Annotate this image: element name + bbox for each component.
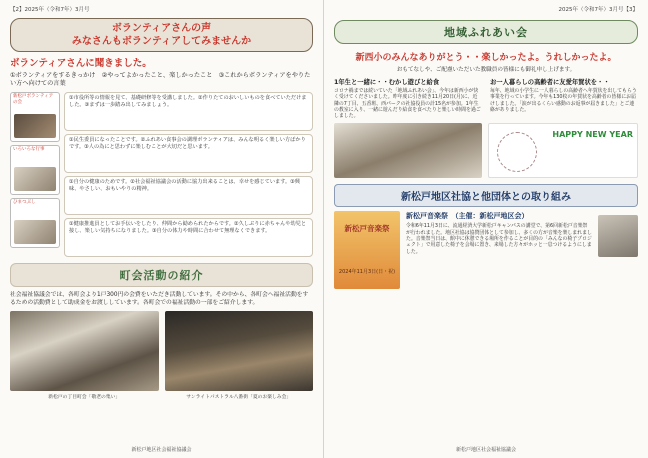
column-text: 毎年、地域の小学生に一人暮らしの高齢者へ年賀状を出してもらう事業を行っています。今年も130枚の年賀状を高齢者の皆様にお届けしました。「涙が出るくらい感動のお返事が届きました」とご連絡がありました。 [490, 88, 637, 113]
answer-box [64, 134, 313, 173]
thanks-heading: 新西小のみんなありがとう・・楽しかったよ。うれしかったよ。 [355, 53, 617, 63]
qa-area [10, 92, 313, 257]
festival-text [406, 211, 592, 289]
answer-text: ①市役所等の情報を見て、基礎研修等を受講しました。②作りたてのおいしいものを食べていただけました。③まずは一歩踏み出してみましょう。 [69, 95, 307, 108]
page-footer: 新松戸地区社会福祉協議会 [131, 447, 192, 453]
photo-row [10, 311, 313, 391]
photo-captions [10, 393, 313, 400]
page-header: 2025年（令和7年）3月号【3】 [558, 7, 638, 13]
thumb-card [10, 198, 60, 248]
image-row [334, 123, 638, 178]
festival-body: 令和6年11月3日に、流通経済大学新松戸キャンパスの講堂で、第6回新松戸音楽祭が行われました。地区社協は協賛団体として参加し、多くの方が音楽を楽しまれました。音楽祭当日は、館中に休憩できる場所を作ることが目的の「みんなの椅子プロジェクト」で用意した椅子を会場に置き、来場した方々がホッと一息つけるようにしました。 [406, 223, 592, 255]
drawing-icon [497, 132, 537, 172]
thanks-subtitle: おもてなしや、ご配慮いただいた教職員の皆様にも御礼申し上げます。 [396, 67, 576, 73]
photo-caption: サンライトパストラル八番街「夏のお楽しみ会」 [186, 395, 292, 400]
page-footer: 新松戸地区社会福祉協議会 [455, 447, 516, 453]
thumb-photo [14, 220, 56, 244]
banner-line2: みなさんもボランティアしてみませんか [71, 36, 252, 47]
answer-text: ①健康推進員としてお手伝いをしたり、仲間から勧められたからです。②久しぶりに赤ちゃんや幼児と接し、楽しい気持ちになりました。③自分の体力や時間に合わせて無理なくできます。 [69, 221, 307, 234]
poster-title: 新松戸音楽祭 [344, 224, 390, 234]
town-activities-title: 町会活動の紹介 [119, 269, 204, 282]
column-text: コロナ禍までは続いていた「地域ふれあい会」、今年は新西小が快く受けてくださいました。昨年度に引き続き11月20日(月)に、近隣の7丁目、五香班、西パークの社協役員の計15名が参加。1年生の教室に入り、一緒に遊んだり給食を食べたりと楽しい時間を過ごしました。 [334, 88, 481, 120]
thumb-label: いろいろな行事 [13, 147, 45, 152]
music-festival-row [334, 211, 638, 289]
two-columns [334, 77, 638, 119]
thumb-column [10, 92, 60, 257]
column-title: 1年生と一緒に・・むかし遊びと給食 [334, 79, 440, 86]
event-photo [10, 311, 159, 391]
thumb-label: 新松戸ボランティアの会 [13, 94, 54, 105]
community-banner-title: 地域ふれあい会 [444, 26, 528, 39]
photo-caption: 新松戸の丁目町会「敬老の集い」 [48, 395, 121, 400]
thumb-photo [14, 167, 56, 191]
answer-column [64, 92, 313, 257]
right-page [324, 0, 648, 458]
event-photo [165, 311, 314, 391]
town-activities-body: 社会福祉協議会では、各町会より1戸300円の会費をいただき活動しています。その中から、各町会へ福祉活動をするための活動費として助成金をお渡ししています。各町会での福祉活動の一部をご紹介します。 [10, 292, 309, 306]
answer-text: ①民生委員になったことです。②ふれあい食事会の調理ボランティアは、みんな明るく楽しい方ばかりです。③人の為にと思わずに楽しむことが大切だと思います。 [69, 137, 306, 150]
banner-line1: ボランティアさんの声 [111, 23, 212, 34]
column-title: お一人暮らしの高齢者に友愛年賀状を・・ [490, 79, 610, 86]
card-greeting: HAPPY NEW YEAR [552, 130, 633, 140]
section-subtitle: ①ボランティアをするきっかけ ②やってよかったこと、楽しかったこと ③これからボランティアをやりたい方へ向けての言葉 [10, 72, 311, 87]
thumb-card [10, 92, 60, 142]
thumb-label: ひまつぶし [13, 200, 36, 205]
volunteer-banner [10, 18, 313, 52]
column-games [334, 77, 482, 119]
festival-title: 新松戸音楽祭 （主催：新松戸地区会） [406, 212, 529, 221]
column-cards [490, 77, 638, 119]
page-header: 【2】2025年（令和7年）3月号 [10, 7, 90, 13]
section-heading: ボランティアさんに聞きました。 [10, 58, 152, 69]
thumb-photo [14, 114, 56, 138]
new-year-card [488, 123, 638, 178]
festival-poster [334, 211, 400, 289]
chairs-photo [598, 215, 638, 257]
answer-text: ①自分の健康のためです。②社会福祉協議会の活動に協力出来ることは、幸せを感じています。③興味、やさしい、おもいやりの精神。 [69, 179, 300, 192]
town-activities-banner [10, 263, 313, 287]
classroom-photo [334, 123, 482, 178]
community-banner [334, 20, 638, 44]
answer-box [64, 92, 313, 131]
collab-title: 新松戸地区社協と他団体との取り組み [401, 192, 571, 204]
poster-date: 2024年11月3日(日・祝) [338, 269, 396, 276]
answer-box [64, 218, 313, 257]
collab-banner [334, 184, 638, 207]
thumb-card [10, 145, 60, 195]
answer-box [64, 176, 313, 215]
